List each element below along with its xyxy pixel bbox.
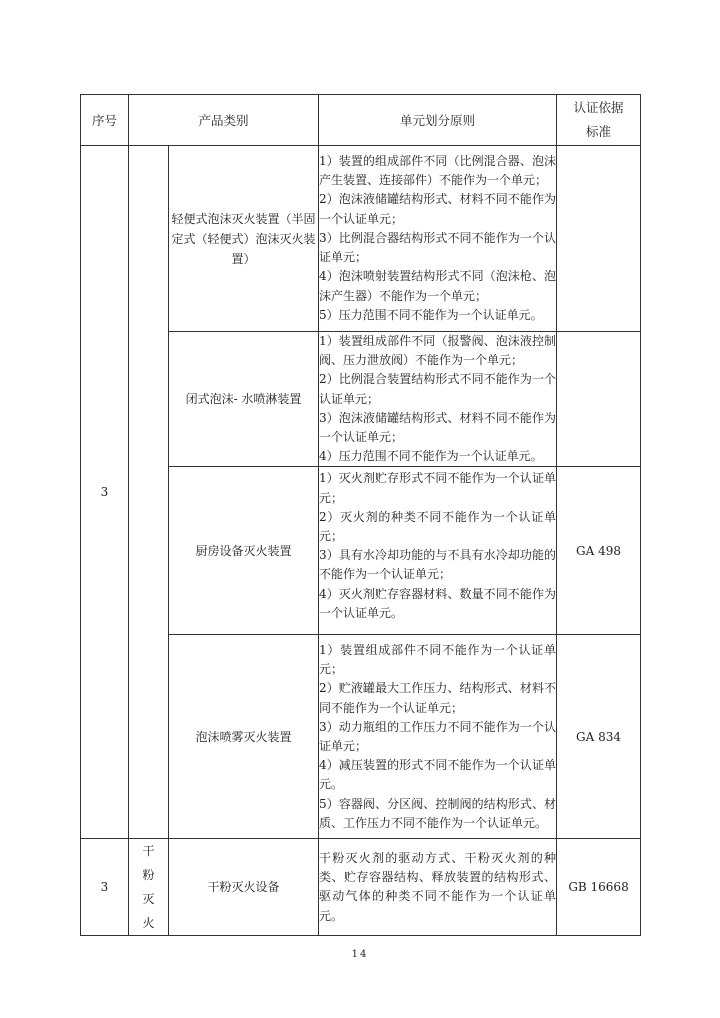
rule-line: 4）减压装置的形式不同不能作为一个认证单元。 bbox=[319, 758, 557, 792]
rule-line: 5）容器阀、分区阀、控制阀的结构形式、材质、工作压力不同不能作为一个认证单元。 bbox=[319, 796, 557, 830]
table-row bbox=[81, 839, 641, 936]
certification-unit-table bbox=[80, 94, 641, 936]
header-col-no: 序号 bbox=[81, 95, 129, 146]
product-name: 泡沫喷雾灭火装置 bbox=[169, 635, 319, 839]
rule-line: 2）贮液罐最大工作压力、结构形式、材料不同不能作为一个认证单元； bbox=[319, 681, 557, 715]
subcategory-cell bbox=[129, 839, 169, 936]
row-no-cell: 3 bbox=[81, 839, 129, 936]
header-col-category: 产品类别 bbox=[129, 95, 319, 146]
rule-line: 4）灭火剂贮存容器材料、数量不同不能作为一个认证单元。 bbox=[319, 586, 557, 620]
table-row bbox=[81, 146, 641, 332]
rule-line: 2）比例混合装置结构形式不同不能作为一个认证单元； bbox=[319, 372, 557, 406]
header-col-standard bbox=[557, 95, 641, 146]
rule-line: 3）具有水冷却功能的与不具有水冷却功能的不能作为一个认证单元； bbox=[319, 548, 557, 582]
product-name: 干粉灭火设备 bbox=[169, 839, 319, 936]
rule-cell bbox=[319, 839, 557, 936]
subcategory-char: 火 bbox=[142, 916, 155, 931]
rule-line: 4）压力范围不同不能作为一个认证单元。 bbox=[319, 449, 543, 464]
rule-line: 3）比例混合器结构形式不同不能作为一个认证单元； bbox=[319, 230, 557, 265]
rule-line: 4）泡沫喷射装置结构形式不同（泡沫枪、泡沫产生器）不能作为一个单元； bbox=[319, 269, 557, 303]
product-name: 厨房设备灭火装置 bbox=[169, 467, 319, 635]
rule-line: 3）动力瓶组的工作压力不同不能作为一个认证单元； bbox=[319, 719, 557, 753]
header-standard-line1: 认证依据 bbox=[573, 100, 624, 115]
subcategory-cell bbox=[129, 146, 169, 839]
rule-cell bbox=[319, 332, 557, 467]
rule-cell bbox=[319, 146, 557, 332]
standard-cell: GB 16668 bbox=[557, 839, 641, 936]
rule-cell bbox=[319, 467, 557, 635]
standard-cell: GA 498 bbox=[557, 467, 641, 635]
rule-line: 干粉灭火剂的驱动方式、干粉灭火剂的种类、贮存容器结构、释放装置的结构形式、驱动气体的种类不同不能作为一个认证单元。 bbox=[319, 851, 557, 923]
row-no-cell: 3 bbox=[81, 146, 129, 839]
rule-line: 1）装置组成部件不同（报警阀、泡沫液控制阀、压力泄放阀）不能作为一个单元； bbox=[319, 334, 557, 368]
rule-line: 1）装置组成部件不同不能作为一个认证单元； bbox=[319, 642, 557, 677]
subcategory-char: 粉 bbox=[142, 868, 155, 883]
rule-line: 2）灭火剂的种类不同不能作为一个认证单元； bbox=[319, 509, 557, 544]
rule-cell bbox=[319, 635, 557, 839]
table-header-row bbox=[81, 95, 641, 146]
rule-line: 2）泡沫液储罐结构形式、材料不同不能作为一个认证单元； bbox=[319, 192, 557, 226]
rule-line: 5）压力范围不同不能作为一个认证单元。 bbox=[319, 307, 543, 322]
rule-line: 1）装置的组成部件不同（比例混合器、泡沫产生装置、连接部件）不能作为一个单元； bbox=[319, 154, 557, 188]
standard-cell bbox=[557, 146, 641, 332]
header-col-rule: 单元划分原则 bbox=[319, 95, 557, 146]
standard-cell: GA 834 bbox=[557, 635, 641, 839]
subcategory-char: 灭 bbox=[142, 892, 155, 907]
standard-cell bbox=[557, 332, 641, 467]
product-name: 闭式泡沫- 水喷淋装置 bbox=[169, 332, 319, 467]
subcategory-char: 干 bbox=[142, 844, 155, 859]
product-name: 轻便式泡沫灭火装置（半固定式（轻便式）泡沫灭火装置） bbox=[169, 146, 319, 332]
rule-line: 3）泡沫液储罐结构形式、材料不同不能作为一个认证单元； bbox=[319, 410, 557, 445]
header-standard-line2: 标准 bbox=[586, 124, 612, 139]
rule-line: 1）灭火剂贮存形式不同不能作为一个认证单元； bbox=[319, 471, 557, 505]
page-number: 14 bbox=[351, 949, 369, 960]
